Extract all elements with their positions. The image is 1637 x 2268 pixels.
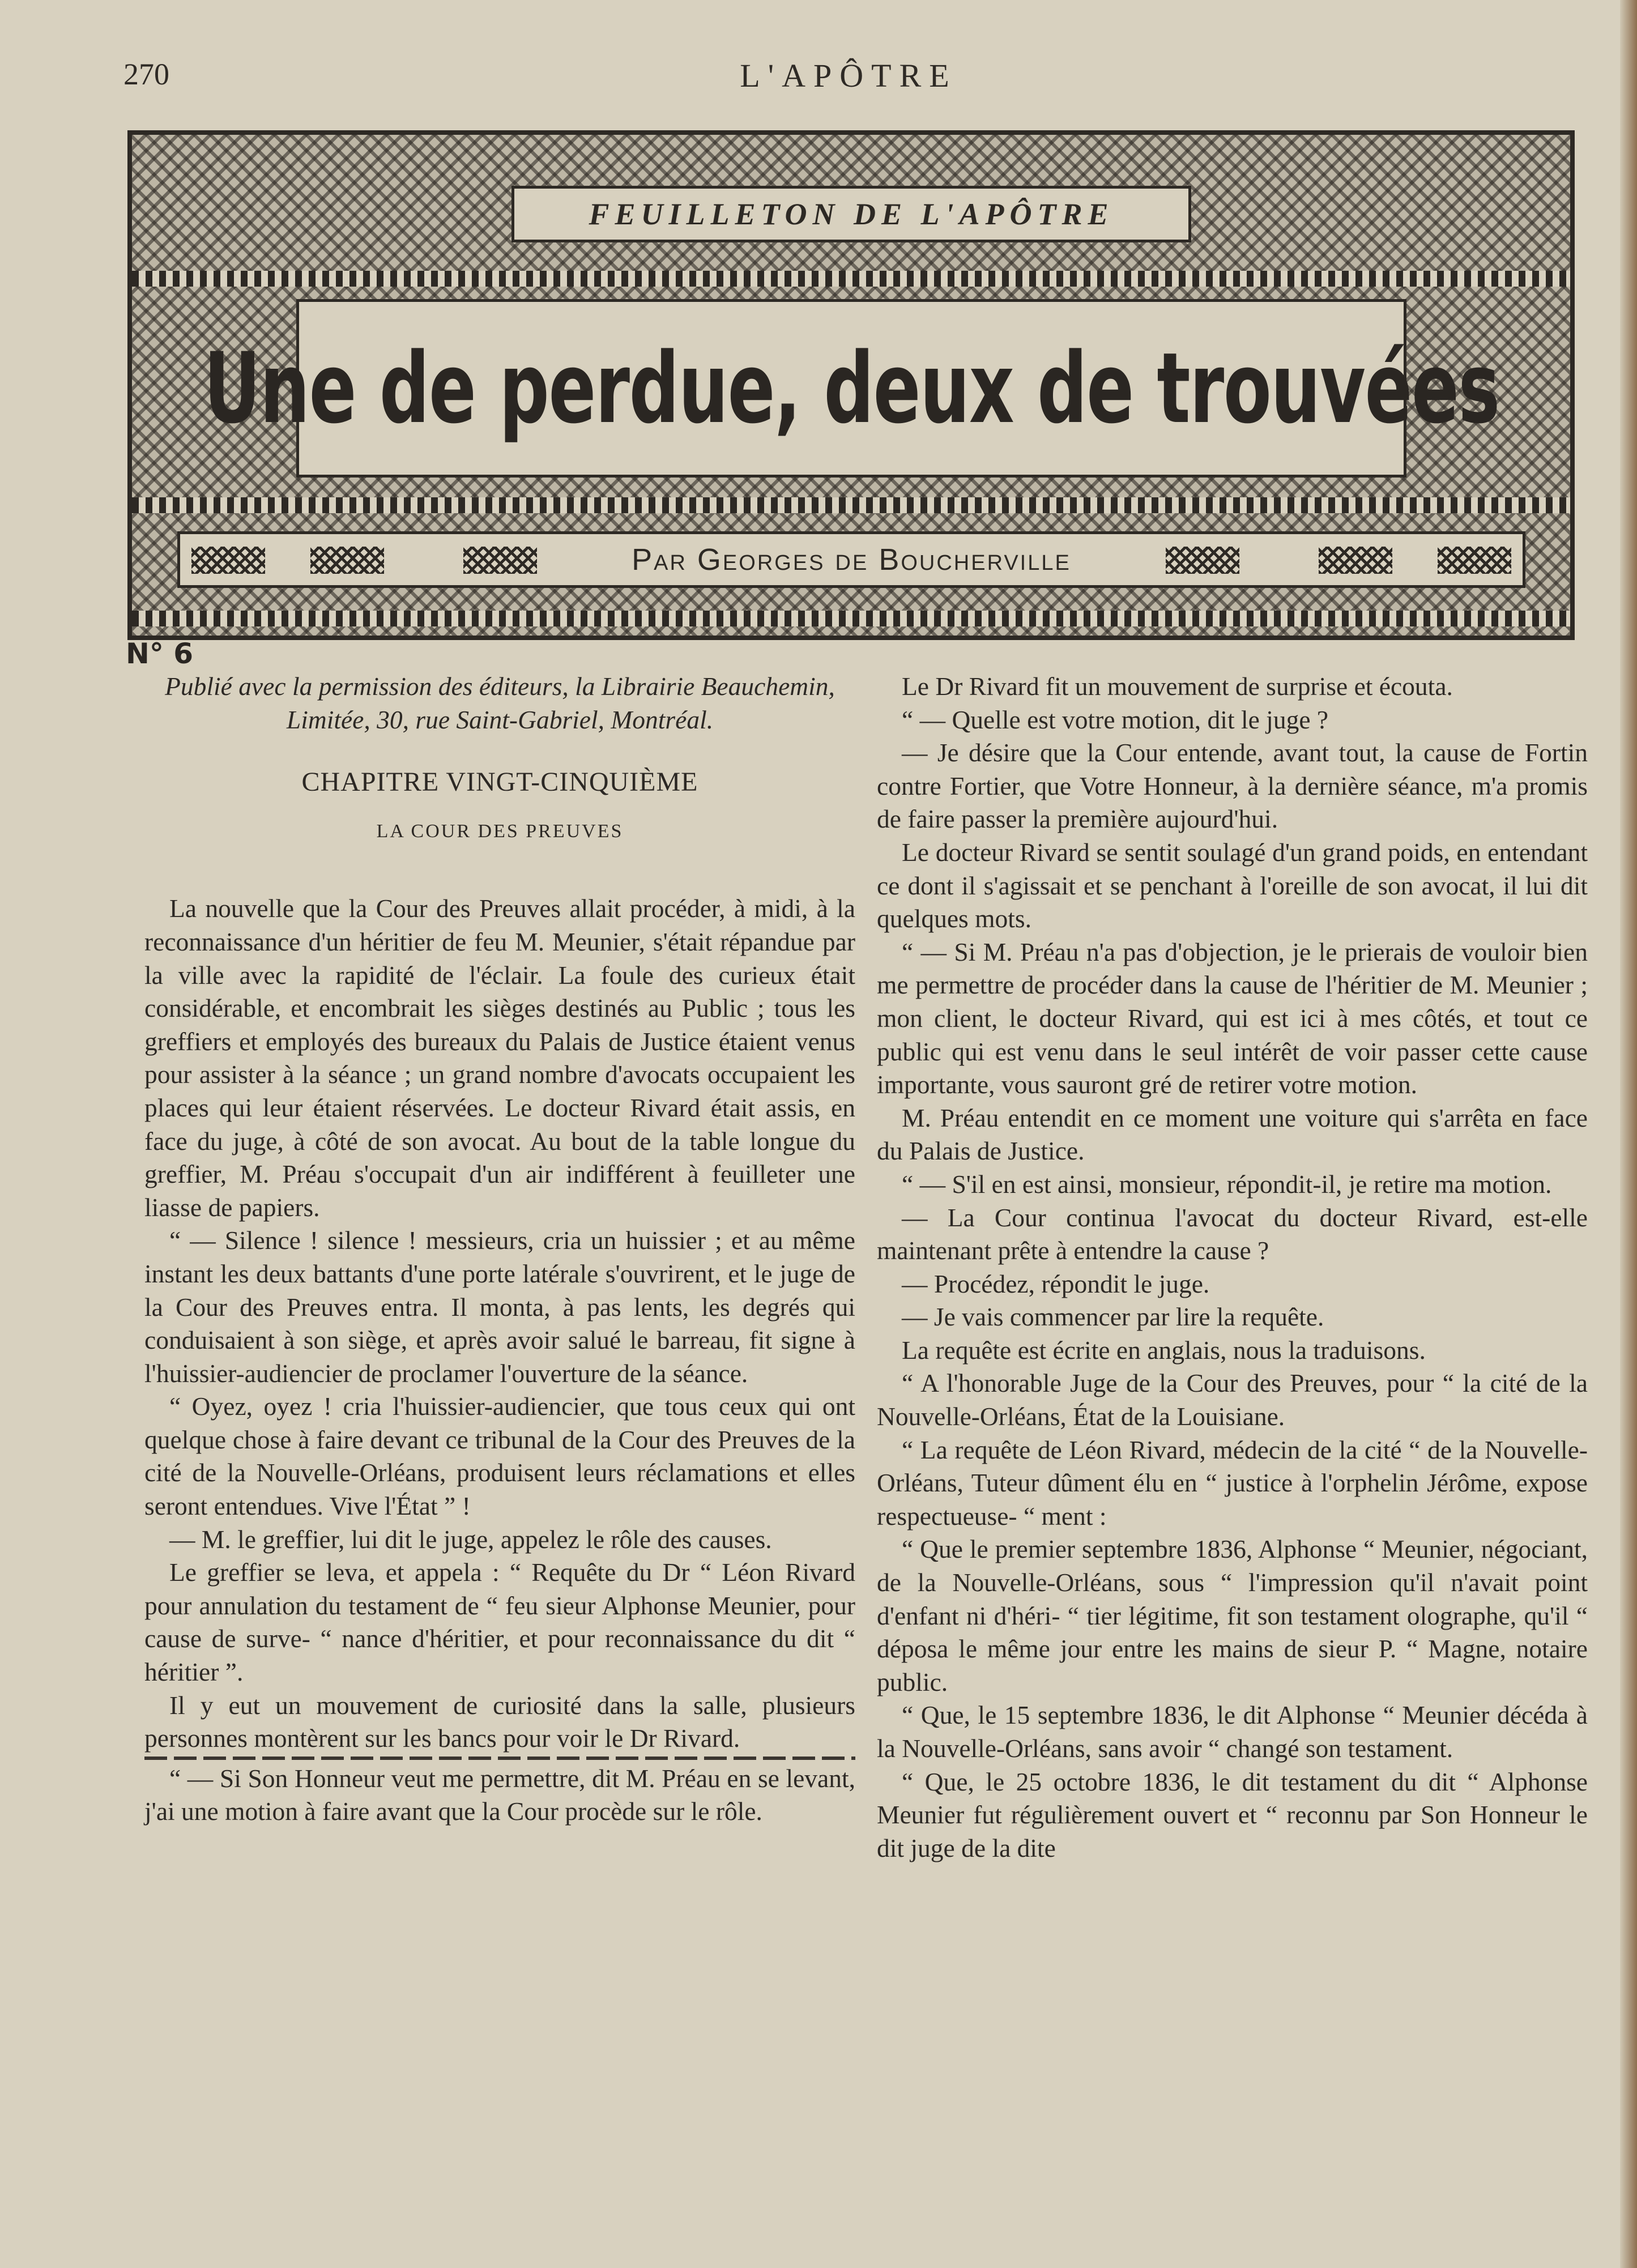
paragraph: — Je vais commencer par lire la requête. [902,1302,1324,1332]
ornament-band [132,271,1570,287]
paragraph: M. Préau entendit en ce moment une voiture qui s'arrêta en face du Palais de Justice. [877,1103,1588,1166]
paragraph: La nouvelle que la Cour des Preuves allait procéder, à midi, à la reconnaissance d'un héritier de feu M. Meunier, s'était répandue par la ville avec la rapidité de l'éclair. La foule des curieux était considérable, et encombrait les sièges destinés au Public ; tous les greffiers et employés des bureaux du Palais de Justice étaient venus pour assister à la séance ; un grand nombre d'avocats occupaient les places qui leur étaient réservées. Le docteur Rivard était assis, en face du juge, à côté de son avocat. Au bout de la table longue du greffier, M. Préau s'occupait d'un air indifférent à feuilleter une liasse de papiers. [144,894,855,1222]
paragraph: — La Cour continua l'avocat du docteur Rivard, est-elle maintenant prête à entendre la cause ? [877,1203,1588,1265]
byline-box [177,531,1525,588]
ornamental-banner [127,130,1575,640]
title-box [203,299,1499,478]
paragraph: — Je désire que la Cour entende, avant tout, la cause de Fortin contre Fortier, que Votre Honneur, à la dernière séance, m'a promis de faire passer la première aujourd'hui. [877,738,1588,834]
running-head [123,57,1574,102]
ornament-band [132,497,1570,513]
paragraph: “ Que, le 25 octobre 1836, le dit testament du dit “ Alphonse Meunier fut régulièrement ouvert et “ reconnu par Son Honneur le dit juge de la dite [877,1767,1588,1862]
paragraph: “ Que le premier septembre 1836, Alphonse “ Meunier, négociant, de la Nouvelle-Orléans, sous “ l'impression qu'il n'avait point d'enfant ni d'héri- “ tier légitime, fit son testament olographe, qu'il “ déposa le même jour entre les mains de sieur P. “ Magne, notaire public. [877,1534,1588,1696]
section-heading: LA COUR DES PREUVES [376,820,624,842]
paragraph: — Procédez, répondit le juge. [902,1269,1210,1298]
serial-title: Une de perdue, deux de trouvées [203,331,1499,445]
chapter-heading: CHAPITRE VINGT-CINQUIÈME [301,767,698,798]
left-column [144,670,855,1828]
paragraph: Il y eut un mouvement de curiosité dans la salle, plusieurs personnes montèrent sur les bancs pour voir le Dr Rivard. [144,1690,855,1753]
permission-note: Publié avec la permission des éditeurs, la Librairie Beauchemin, Limitée, 30, rue Saint-Gabriel, Montréal. [165,672,835,734]
page-edge [1620,0,1637,2268]
paragraph: — M. le greffier, lui dit le juge, appelez le rôle des causes. [169,1524,772,1554]
paragraph: “ A l'honorable Juge de la Cour des Preuves, pour “ la cité de la Nouvelle-Orléans, État de la Louisiane. [877,1369,1588,1431]
paragraph: “ — Si Son Honneur veut me permettre, dit M. Préau en se levant, j'ai une motion à faire avant que la Cour procède sur le rôle. [144,1763,855,1826]
paragraph: “ La requête de Léon Rivard, médecin de la cité “ de la Nouvelle-Orléans, Tuteur dûment élu en “ justice à l'orphelin Jérôme, expose respectueuse- “ ment : [877,1435,1588,1531]
paragraph: Le docteur Rivard se sentit soulagé d'un grand poids, en entendant ce dont il s'agissait et se penchant à l'oreille de son avocat, il lui dit quelques mots. [877,837,1588,933]
paragraph: Le Dr Rivard fit un mouvement de surprise et écouta. [902,672,1453,701]
divider [144,1757,855,1760]
paragraph: “ Que, le 15 septembre 1836, le dit Alphonse “ Meunier décéda à la Nouvelle-Orléans, sans avoir “ changé son testament. [877,1700,1588,1763]
byline: Par Georges de Boucherville [632,543,1071,577]
paragraph: “ — Quelle est votre motion, dit le juge ? [902,705,1329,734]
paragraph: La requête est écrite en anglais, nous la traduisons. [902,1335,1426,1365]
paragraph: “ Oyez, oyez ! cria l'huissier-audiencier, que tous ceux qui ont quelque chose à faire devant ce tribunal de la Cour des Preuves de la cité de la Nouvelle-Orléans, produisent leurs réclamations et elles seront entendues. Vive l'État ” ! [144,1392,855,1521]
kicker-box [511,186,1191,242]
right-column [877,670,1588,1865]
paragraph: Le greffier se leva, et appela : “ Requête du Dr “ Léon Rivard pour annulation du testament de “ feu sieur Alphonse Meunier, pour cause de surve- “ nance d'héritier, et pour reconnaissance du dit “ héritier ”. [144,1558,855,1687]
issue-number: N° 6 [126,637,194,670]
journal-title: L'APÔTRE [740,57,957,94]
paragraph: “ — Silence ! silence ! messieurs, cria un huissier ; et au même instant les deux battants d'une porte latérale s'ouvrirent, et le juge de la Cour des Preuves entra. Il monta, à pas lents, les degrés qui conduisaient à son siège, et après avoir salué le barreau, fit signe à l'huissier-audiencier de proclamer l'ouverture de la séance. [144,1226,855,1388]
feuilleton-kicker: FEUILLETON DE L'APÔTRE [589,197,1114,231]
paragraph: “ — S'il en est ainsi, monsieur, répondit-il, je retire ma motion. [902,1169,1552,1199]
paragraph: “ — Si M. Préau n'a pas d'objection, je le prierais de vouloir bien me permettre de procéder dans la cause de l'héritier de M. Meunier ; mon client, le docteur Rivard, qui est ici à mes côtés, et tout ce public qui est venu dans le seul intérêt de voir passer cette cause importante, vous sauront gré de retirer votre motion. [877,937,1588,1099]
page-number: 270 [123,57,169,91]
ornament-band [132,611,1570,626]
